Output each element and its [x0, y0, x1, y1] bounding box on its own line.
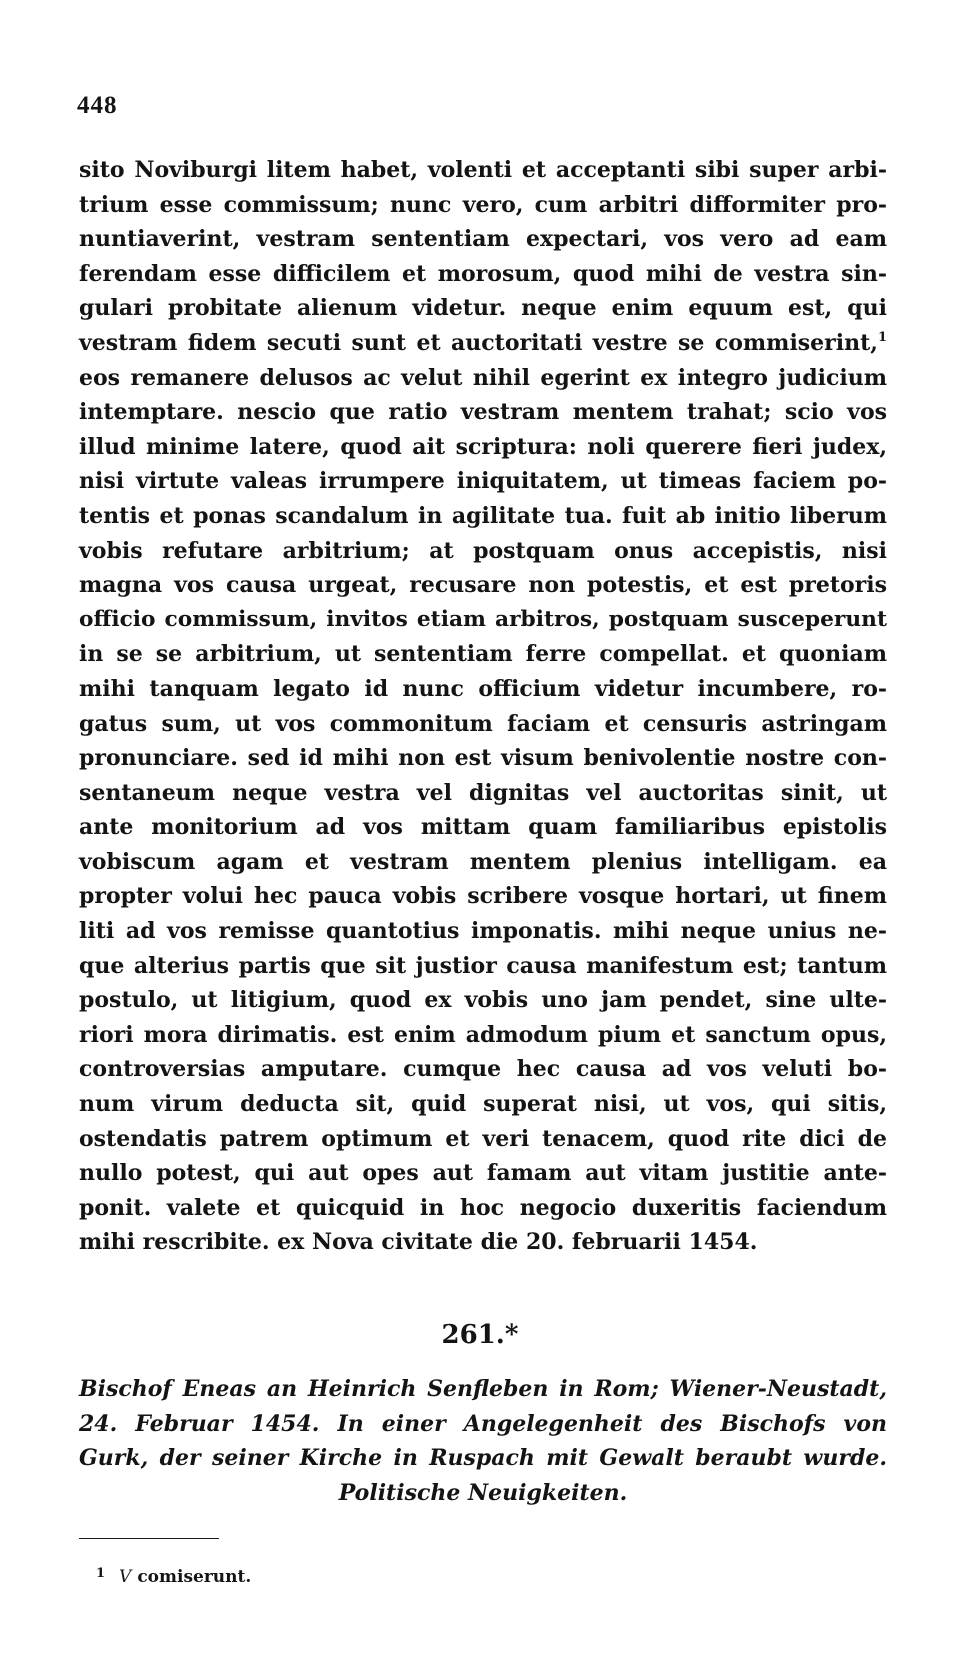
summary-line: Bischof Eneas an Heinrich Senfleben in Rom; Wiener-Neustadt,	[79, 1376, 887, 1402]
letter-text	[79, 153, 887, 1260]
document-number: 261.*	[441, 1320, 519, 1350]
text-line: nuntiaverint, vestram sententiam expectari, vos vero ad eam	[79, 226, 887, 253]
text-line: gatus sum, ut vos commonitum faciam et censuris astringam	[79, 710, 887, 737]
text-line-with-footnote	[79, 326, 887, 361]
text-line: propter volui hec pauca vobis scribere vosque hortari, ut finem	[79, 883, 887, 910]
text-line: officio commissum, invitos etiam arbitros, postquam susceperunt	[79, 606, 887, 632]
text-line: nisi virtute valeas irrumpere iniquitatem, ut timeas faciem po-	[79, 468, 887, 495]
text-line: sentaneum neque vestra vel dignitas vel auctoritas sinit, ut	[79, 779, 887, 806]
footnote-text: comiserunt.	[137, 1567, 252, 1587]
text-line: riori mora dirimatis. est enim admodum pium et sanctum opus,	[79, 1021, 887, 1048]
footnote	[96, 1566, 251, 1587]
text-line: trium esse commissum; nunc vero, cum arbitri difformiter pro-	[79, 191, 887, 218]
footnote-number: 1	[96, 1566, 106, 1581]
text-line: sito Noviburgi litem habet, volenti et acceptanti sibi super arbi-	[79, 157, 887, 183]
page-number: 448	[77, 92, 118, 119]
text-line: tentis et ponas scandalum in agilitate tua. fuit ab initio liberum	[79, 502, 887, 529]
text-line: vobis refutare arbitrium; at postquam onus accepistis, nisi	[79, 537, 887, 564]
text-line: vobiscum agam et vestram mentem plenius intelligam. ea	[79, 848, 887, 875]
text-line: ante monitorium ad vos mittam quam familiaribus epistolis	[79, 814, 887, 841]
text-line: magna vos causa urgeat, recusare non potestis, et est pretoris	[79, 572, 887, 599]
summary-line: 24. Februar 1454. In einer Angelegenheit des Bischofs von	[79, 1410, 887, 1437]
footnote-divider	[79, 1538, 219, 1539]
summary-line: Gurk, der seiner Kirche in Ruspach mit Gewalt beraubt wurde.	[79, 1445, 887, 1472]
text-line: gulari probitate alienum videtur. neque enim equum est, qui	[79, 295, 887, 322]
text-line: pronunciare. sed id mihi non est visum benivolentie nostre con-	[79, 745, 887, 772]
text-line: mihi tanquam legato id nunc officium videtur incumbere, ro-	[79, 675, 887, 702]
text-line: illud minime latere, quod ait scriptura: noli querere fieri judex,	[79, 433, 887, 460]
text-line: ferendam esse difficilem et morosum, quod mihi de vestra sin-	[79, 260, 887, 287]
text-line: que alterius partis que sit justior causa manifestum est; tantum	[79, 952, 887, 979]
text-line: ostendatis patrem optimum et veri tenacem, quod rite dici de	[79, 1125, 887, 1152]
footnote-siglum: V	[119, 1567, 132, 1587]
footnote-reference: 1	[877, 329, 887, 345]
text-line: in se se arbitrium, ut sententiam ferre compellat. et quoniam	[79, 641, 887, 668]
text-line: intemptare. nescio que ratio vestram mentem trahat; scio vos	[79, 399, 887, 426]
text-line: num virum deducta sit, quid superat nisi, ut vos, qui sitis,	[79, 1091, 887, 1118]
text-line: mihi rescribite. ex Nova civitate die 20. februarii 1454.	[79, 1229, 758, 1256]
summary-line: Politische Neuigkeiten.	[338, 1479, 628, 1506]
text-line: ponit. valete et quicquid in hoc negocio duxeritis faciendum	[79, 1194, 887, 1221]
text-line: eos remanere delusos ac velut nihil egerint ex integro judicium	[79, 364, 887, 391]
text-line: controversias amputare. cumque hec causa ad vos veluti bo-	[79, 1056, 887, 1083]
document-summary	[79, 1372, 887, 1510]
text-line: liti ad vos remisse quantotius imponatis. mihi neque unius ne-	[79, 918, 887, 945]
text-line: postulo, ut litigium, quod ex vobis uno jam pendet, sine ulte-	[79, 987, 887, 1014]
text-line-content: vestram fidem secuti sunt et auctoritati vestre se commiserint,	[79, 329, 878, 356]
text-line: nullo potest, qui aut opes aut famam aut vitam justitie ante-	[79, 1160, 887, 1187]
